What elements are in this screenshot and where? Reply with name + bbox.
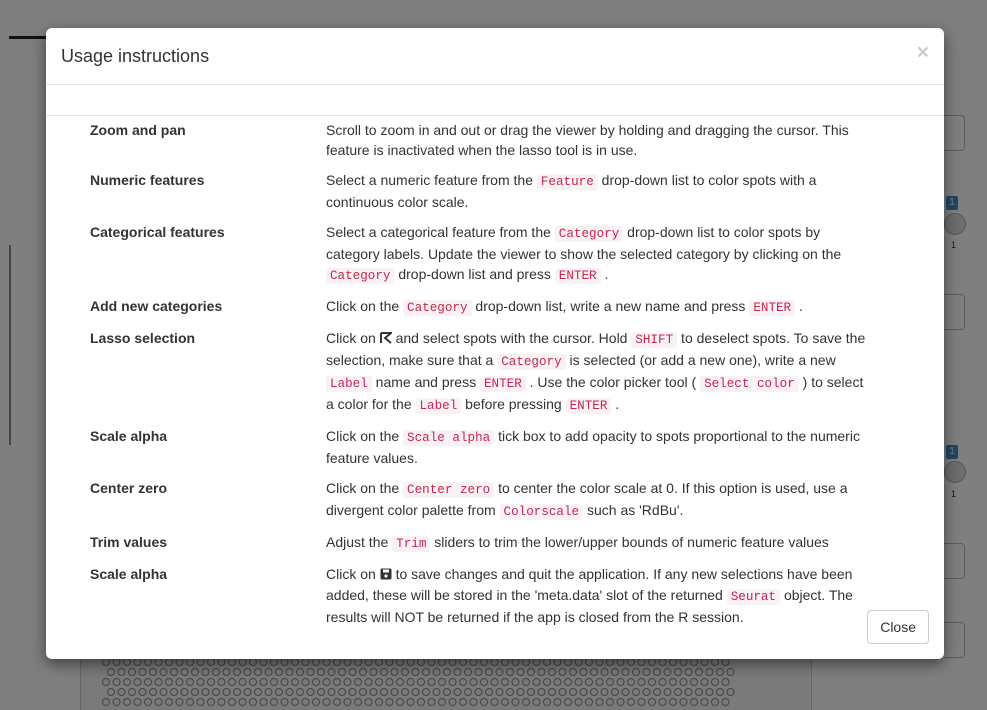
modal-header-divider: [46, 85, 944, 116]
instruction-description: [326, 296, 866, 318]
instruction-row: [46, 328, 944, 416]
instruction-description: [326, 478, 866, 522]
instruction-text: name and press: [371, 374, 480, 390]
instruction-description: [326, 170, 866, 212]
instruction-text: sliders to trim the lower/upper bounds of numeric feature values: [430, 534, 829, 550]
code-token: Category: [555, 226, 623, 242]
instruction-label: Categorical features: [90, 224, 225, 240]
instruction-text: drop-down list to color spots by category labels. Update the viewer to show the selected category by clicking on the: [326, 224, 842, 262]
instruction-label: Numeric features: [90, 172, 205, 188]
instruction-text: Click on the: [326, 298, 404, 314]
code-token: ENTER: [566, 398, 612, 414]
instruction-text: Click on the: [326, 480, 404, 496]
instruction-label: Center zero: [90, 480, 168, 496]
instruction-text: to center the color scale at 0. If this option is used, use a divergent color palette from: [326, 480, 848, 518]
instruction-description: [326, 426, 866, 468]
close-x-button[interactable]: ×: [916, 41, 929, 64]
code-token: ENTER: [480, 376, 526, 392]
instruction-text: and select spots with the cursor. Hold: [391, 330, 632, 346]
instruction-text: ) to select a color for the: [326, 374, 864, 412]
lasso-icon: [380, 329, 392, 349]
instruction-row: [46, 426, 944, 468]
modal-title: Usage instructions: [61, 46, 210, 66]
code-token: SHIFT: [631, 332, 677, 348]
instruction-text: drop-down list and press: [394, 266, 555, 282]
instruction-description: [326, 532, 866, 554]
instruction-row: [46, 296, 944, 318]
code-token: Category: [326, 268, 394, 284]
modal-footer: [46, 609, 944, 659]
instruction-row: [46, 120, 944, 160]
instruction-text: Click on: [326, 566, 380, 582]
instruction-text: Click on: [326, 330, 380, 346]
usage-instructions-modal: [46, 28, 944, 659]
code-token: Scale alpha: [403, 430, 494, 446]
modal-header: [46, 28, 944, 85]
code-token: Label: [416, 398, 462, 414]
instruction-text: Adjust the: [326, 534, 393, 550]
instruction-text: to deselect spots. To save the selection, make sure that a: [326, 330, 866, 368]
instruction-text: before pressing: [461, 396, 566, 412]
instruction-text: Select a categorical feature from the: [326, 224, 555, 240]
instruction-text: drop-down list, write a new name and press: [471, 298, 750, 314]
code-token: Center zero: [403, 482, 494, 498]
code-token: Category: [497, 354, 565, 370]
code-token: ENTER: [749, 300, 795, 316]
instruction-description: [326, 222, 866, 286]
instruction-row: [46, 532, 944, 554]
close-button[interactable]: Close: [867, 610, 929, 644]
instruction-row: [46, 478, 944, 522]
instruction-text: Click on the: [326, 428, 404, 444]
code-token: ENTER: [555, 268, 601, 284]
instruction-row: [46, 222, 944, 286]
instruction-text: . Use the color picker tool (: [525, 374, 701, 390]
instruction-text: to save changes and quit the application. If any new selections have been added, these will be stored in the 'meta.data' slot of the returned: [326, 566, 853, 603]
instruction-text: .: [600, 266, 609, 282]
code-token: Label: [326, 376, 372, 392]
instruction-row: [46, 170, 944, 212]
instruction-text: Scroll to zoom in and out or drag the viewer by holding and dragging the cursor. This feature is inactivated when the lasso tool is in use.: [326, 122, 849, 158]
instruction-text: object. The results will NOT be returned if the app is closed from the R session.: [326, 587, 853, 625]
instruction-label: Zoom and pan: [90, 122, 186, 138]
instruction-text: such as 'RdBu'.: [583, 502, 684, 518]
instruction-label: Trim values: [90, 534, 168, 550]
instruction-label: Scale alpha: [90, 566, 168, 582]
code-token: Trim: [392, 536, 430, 552]
instruction-text: Select a numeric feature from the: [326, 172, 537, 188]
instruction-text: is selected (or add a new one), write a new: [565, 352, 836, 368]
instruction-text: .: [611, 396, 620, 412]
code-token: Feature: [537, 174, 598, 190]
instruction-label: Scale alpha: [90, 428, 168, 444]
instruction-text: .: [795, 298, 803, 314]
code-token: Colorscale: [500, 504, 584, 520]
instruction-description: [326, 328, 866, 416]
instruction-label: Lasso selection: [90, 330, 196, 346]
code-token: Category: [403, 300, 471, 316]
instruction-text: tick box to add opacity to spots proportional to the numeric feature values.: [326, 428, 860, 466]
instruction-label: Add new categories: [90, 298, 223, 314]
save-icon: [380, 565, 392, 585]
code-token: Seurat: [727, 589, 780, 605]
instructions-list: [46, 120, 944, 637]
code-token: Select color: [700, 376, 799, 392]
instruction-text: drop-down list to color spots with a continuous color scale.: [326, 172, 817, 210]
instruction-description: [326, 120, 866, 160]
